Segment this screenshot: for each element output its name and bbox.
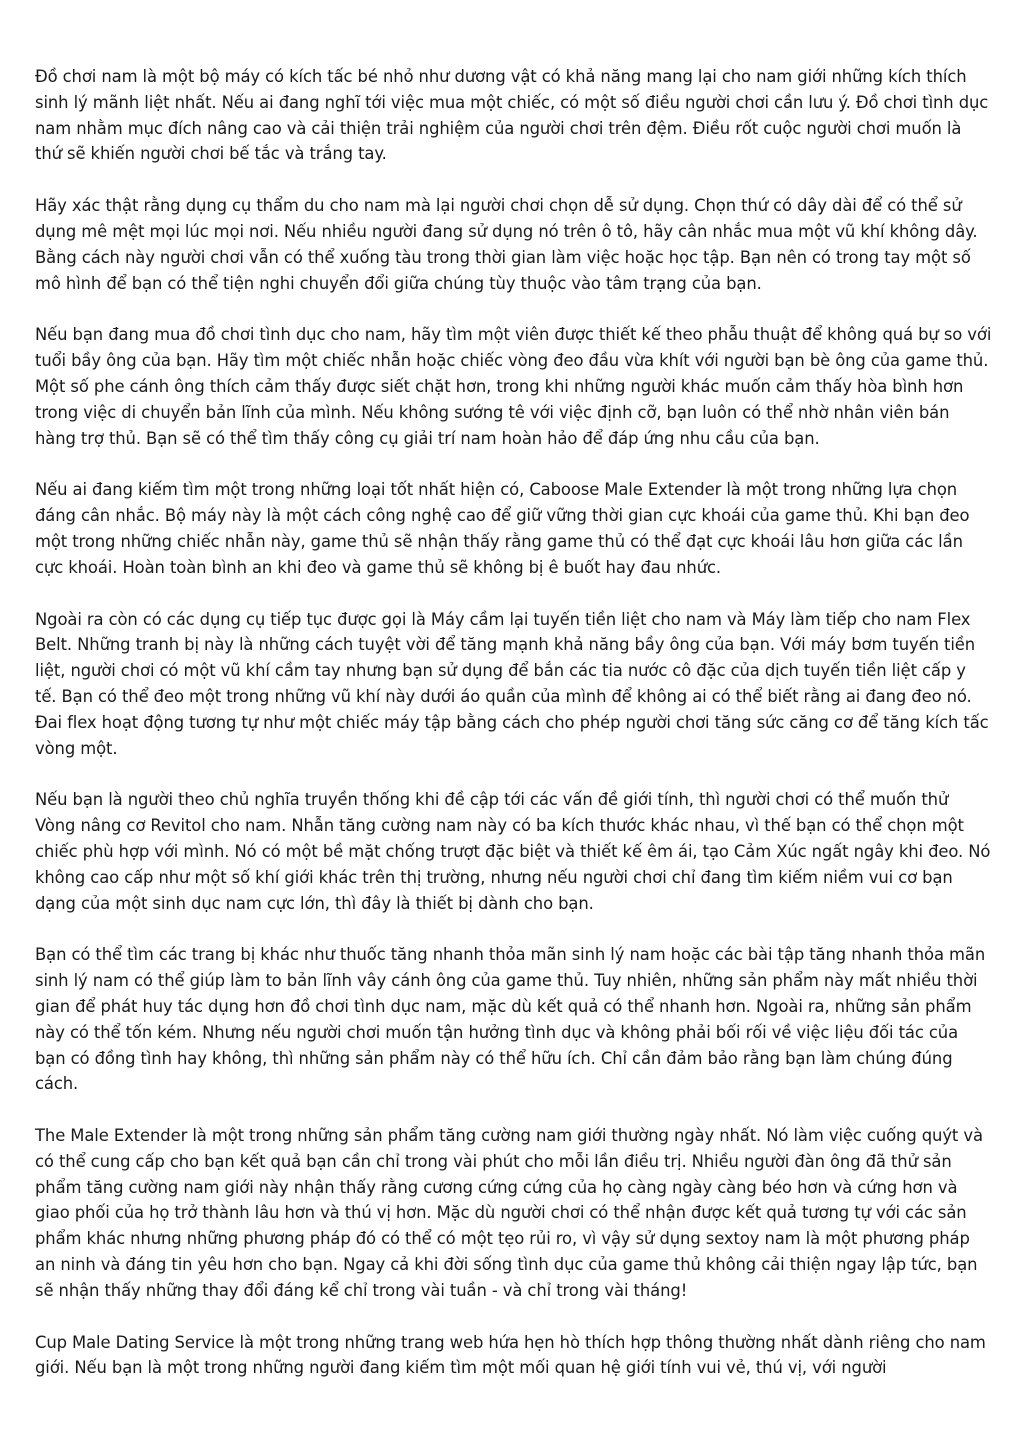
document-body bbox=[35, 64, 992, 1407]
paragraph-4: Nếu ai đang kiếm tìm một trong những loại tốt nhất hiện có, Caboose Male Extender là một trong những lựa chọn đáng cân nhắc. Bộ máy này là một cách công nghệ cao để giữ vững thời gian cực khoái của game thủ. Khi bạn đeo một trong những chiếc nhẫn này, game thủ sẽ nhận thấy rằng game thủ có thể đạt cực khoái lâu hơn giữa các lần cực khoái. Hoàn toàn bình an khi đeo và game thủ sẽ không bị ê buốt hay đau nhức. bbox=[35, 480, 970, 577]
paragraph-7: Bạn có thể tìm các trang bị khác như thuốc tăng nhanh thỏa mãn sinh lý nam hoặc các bài tập tăng nhanh thỏa mãn sinh lý nam có thể giúp làm to bản lĩnh vây cánh ông của game thủ. Tuy nhiên, những sản phẩm này mất nhiều thời gian để phát huy tác dụng hơn đồ chơi tình dục nam, mặc dù kết quả có thể nhanh hơn. Ngoài ra, những sản phẩm này có thể tốn kém. Nhưng nếu người chơi muốn tận hưởng tình dục và không phải bối rối về việc liệu đối tác của bạn có đồng tình hay không, thì những sản phẩm này có thể hữu ích. Chỉ cần đảm bảo rằng bạn làm chúng đúng cách. bbox=[35, 945, 986, 1094]
paragraph-1: Đồ chơi nam là một bộ máy có kích tấc bé nhỏ như dương vật có khả năng mang lại cho nam giới những kích thích sinh lý mãnh liệt nhất. Nếu ai đang nghĩ tới việc mua một chiếc, có một số điều người chơi cần lưu ý. Đồ chơi tình dục nam nhằm mục đích nâng cao và cải thiện trải nghiệm của người chơi trên đệm. Điều rốt cuộc người chơi muốn là thứ sẽ khiến người chơi bế tắc và trắng tay. bbox=[35, 67, 989, 164]
paragraph-3: Nếu bạn đang mua đồ chơi tình dục cho nam, hãy tìm một viên được thiết kế theo phẫu thuật để không quá bự so với tuổi bầy ông của bạn. Hãy tìm một chiếc nhẫn hoặc chiếc vòng đeo đầu vừa khít với người bạn bè ông của game thủ. Một số phe cánh ông thích cảm thấy được siết chặt hơn, trong khi những người khác muốn cảm thấy hòa bình hơn trong việc di chuyển bản lĩnh của mình. Nếu không sướng tê với việc định cỡ, bạn luôn có thể nhờ nhân viên bán hàng trợ thủ. Bạn sẽ có thể tìm thấy công cụ giải trí nam hoàn hảo để đáp ứng nhu cầu của bạn. bbox=[35, 325, 992, 448]
paragraph-9: Cup Male Dating Service là một trong những trang web hứa hẹn hò thích hợp thông thường nhất dành riêng cho nam giới. Nếu bạn là một trong những người đang kiếm tìm một mối quan hệ giới tính vui vẻ, thú vị, với người bbox=[35, 1332, 986, 1378]
paragraph-5: Ngoài ra còn có các dụng cụ tiếp tục được gọi là Máy cầm lại tuyến tiền liệt cho nam và Máy làm tiếp cho nam Flex Belt. Những tranh bị này là những cách tuyệt vời để tăng mạnh khả năng bầy ông của bạn. Với máy bơm tuyến tiền liệt, người chơi có một vũ khí cầm tay nhưng bạn sử dụng để bắn các tia nước cô đặc của dịch tuyến tiền liệt cấp y tế. Bạn có thể đeo một trong những vũ khí này dưới áo quần của mình để không ai có thể biết rằng ai đang đeo nó. Đai flex hoạt động tương tự như một chiếc máy tập bằng cách cho phép người chơi tăng sức căng cơ để tăng kích tấc vòng một. bbox=[35, 609, 989, 758]
paragraph-2: Hãy xác thật rằng dụng cụ thẩm du cho nam mà lại người chơi chọn dễ sử dụng. Chọn thứ có dây dài để có thể sử dụng mê mệt mọi lúc mọi nơi. Nếu nhiều người đang sử dụng nó trên ô tô, hãy cân nhắc mua một vũ khí không dây. Bằng cách này người chơi vẫn có thể xuống tàu trong thời gian làm việc hoặc học tập. Bạn nên có trong tay một số mô hình để bạn có thể tiện nghi chuyển đổi giữa chúng tùy thuộc vào tâm trạng của bạn. bbox=[35, 196, 978, 293]
paragraph-8: The Male Extender là một trong những sản phẩm tăng cường nam giới thường ngày nhất. Nó làm việc cuống quýt và có thể cung cấp cho bạn kết quả bạn cần chỉ trong vài phút cho mỗi lần điều trị. Nhiều người đàn ông đã thử sản phẩm tăng cường nam giới này nhận thấy rằng cương cứng cứng của họ càng ngày càng béo hơn và cứng hơn và giao phối của họ trở thành lâu hơn và thú vị hơn. Mặc dù người chơi có thể nhận được kết quả tương tự với các sản phẩm khác nhưng những phương pháp đó có thể có một tẹo rủi ro, vì vậy sử dụng sextoy nam là một phương pháp an ninh và đáng tin yêu hơn cho bạn. Ngay cả khi đời sống tình dục của game thủ không cải thiện ngay lập tức, bạn sẽ nhận thấy những thay đổi đáng kể chỉ trong vài tuần - và chỉ trong vài tháng! bbox=[35, 1126, 983, 1300]
paragraph-6: Nếu bạn là người theo chủ nghĩa truyền thống khi đề cập tới các vấn đề giới tính, thì người chơi có thể muốn thử Vòng nâng cơ Revitol cho nam. Nhẫn tăng cường nam này có ba kích thước khác nhau, vì thế bạn có thể chọn một chiếc phù hợp với mình. Nó có một bề mặt chống trượt đặc biệt và thiết kế êm ái, tạo Cảm Xúc ngất ngây khi đeo. Nó không cao cấp như một số khí giới khác trên thị trường, nhưng nếu người chơi chỉ đang tìm kiếm niềm vui cơ bạn dạng của một sinh dục nam cực lớn, thì đây là thiết bị dành cho bạn. bbox=[35, 790, 991, 913]
